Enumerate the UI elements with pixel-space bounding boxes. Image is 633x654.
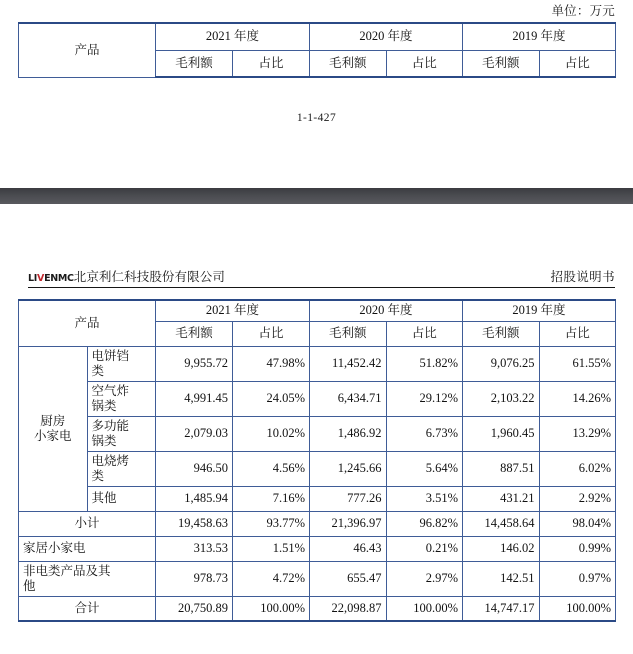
header-metric-share-2021: 占比 xyxy=(233,50,310,77)
cell-value: 3.51% xyxy=(386,486,463,511)
cell-value: 93.77% xyxy=(233,511,310,536)
category-kitchen-small-appliance xyxy=(19,346,88,511)
header-year-2020: 2020 年度 xyxy=(310,23,463,50)
cell-value: 7.16% xyxy=(233,486,310,511)
cell-value: 9,076.25 xyxy=(463,346,540,381)
table-row-header-year xyxy=(19,300,616,321)
brand-block xyxy=(28,267,225,285)
header-year-2019: 2019 年度 xyxy=(463,300,616,321)
header-metric-profit-2019: 毛利额 xyxy=(463,321,540,346)
cell-value: 51.82% xyxy=(386,346,463,381)
category-label-line2: 小家电 xyxy=(33,428,72,443)
cell-value: 20,750.89 xyxy=(156,596,233,621)
cell-value: 946.50 xyxy=(156,451,233,486)
cell-value: 0.99% xyxy=(539,536,616,561)
category-home-small-appliance: 家居小家电 xyxy=(19,536,156,561)
header-metric-profit-2019: 毛利额 xyxy=(463,50,540,77)
row-label-total: 合计 xyxy=(19,596,156,621)
table-row xyxy=(19,486,616,511)
header-metric-share-2020: 占比 xyxy=(386,50,463,77)
cell-value: 655.47 xyxy=(310,561,387,596)
cell-value: 14.26% xyxy=(539,381,616,416)
cell-value: 9,955.72 xyxy=(156,346,233,381)
cell-value: 777.26 xyxy=(310,486,387,511)
header-year-2021: 2021 年度 xyxy=(156,300,310,321)
header-metric-profit-2020: 毛利额 xyxy=(310,50,387,77)
category-label-line1: 厨房 xyxy=(40,413,66,428)
header-product: 产品 xyxy=(19,23,156,77)
cell-value: 98.04% xyxy=(539,511,616,536)
cell-value: 11,452.42 xyxy=(310,346,387,381)
subcategory-electric-grill: 电烧烤 类 xyxy=(87,451,156,486)
header-year-2021: 2021 年度 xyxy=(156,23,310,50)
subcategory-air-fryer: 空气炸 锅类 xyxy=(87,381,156,416)
cell-value: 2,079.03 xyxy=(156,416,233,451)
table-row xyxy=(19,561,616,596)
page-number: 1-1-427 xyxy=(296,112,337,124)
header-metric-share-2019: 占比 xyxy=(539,50,616,77)
cell-value: 4.72% xyxy=(233,561,310,596)
cell-value: 100.00% xyxy=(386,596,463,621)
cell-value: 46.43 xyxy=(310,536,387,561)
subcategory-electric-pan: 电饼铛 类 xyxy=(87,346,156,381)
cell-value: 1,485.94 xyxy=(156,486,233,511)
header-year-2020: 2020 年度 xyxy=(310,300,463,321)
header-metric-share-2019: 占比 xyxy=(539,321,616,346)
page-divider-whitespace xyxy=(0,204,633,266)
subcategory-other: 其他 xyxy=(87,486,156,511)
header-year-2019: 2019 年度 xyxy=(463,23,616,50)
cell-value: 4,991.45 xyxy=(156,381,233,416)
cell-value: 1,245.66 xyxy=(310,451,387,486)
cell-value: 29.12% xyxy=(386,381,463,416)
document-kind: 招股说明书 xyxy=(550,270,615,284)
cell-value: 2.97% xyxy=(386,561,463,596)
cell-value: 21,396.97 xyxy=(310,511,387,536)
table-row xyxy=(19,536,616,561)
liven-logo-icon: LIVENMC xyxy=(28,272,74,284)
header-metric-profit-2021: 毛利额 xyxy=(156,50,233,77)
cell-value: 61.55% xyxy=(539,346,616,381)
cell-value: 0.21% xyxy=(386,536,463,561)
gross-profit-table-header-only xyxy=(18,22,616,78)
subcategory-multi-pot: 多功能 锅类 xyxy=(87,416,156,451)
table-row-header-year xyxy=(19,23,616,50)
header-metric-share-2020: 占比 xyxy=(386,321,463,346)
unit-label-top: 单位：万元 xyxy=(551,4,615,18)
category-non-electric: 非电类产品及其 他 xyxy=(19,561,156,596)
document-running-header xyxy=(28,266,615,288)
page-fragment-bottom xyxy=(0,266,633,622)
header-metric-profit-2021: 毛利额 xyxy=(156,321,233,346)
cell-value: 1.51% xyxy=(233,536,310,561)
cell-value: 10.02% xyxy=(233,416,310,451)
page-divider-band xyxy=(0,188,633,204)
cell-value: 2,103.22 xyxy=(463,381,540,416)
table-row xyxy=(19,381,616,416)
header-metric-profit-2020: 毛利额 xyxy=(310,321,387,346)
cell-value: 100.00% xyxy=(539,596,616,621)
cell-value: 887.51 xyxy=(463,451,540,486)
cell-value: 100.00% xyxy=(233,596,310,621)
cell-value: 978.73 xyxy=(156,561,233,596)
cell-value: 6.02% xyxy=(539,451,616,486)
cell-value: 1,486.92 xyxy=(310,416,387,451)
cell-value: 2.92% xyxy=(539,486,616,511)
cell-value: 4.56% xyxy=(233,451,310,486)
cell-value: 22,098.87 xyxy=(310,596,387,621)
table-row xyxy=(19,346,616,381)
table-row xyxy=(19,451,616,486)
gross-profit-by-product-table xyxy=(18,299,616,622)
cell-value: 5.64% xyxy=(386,451,463,486)
cell-value: 142.51 xyxy=(463,561,540,596)
cell-value: 24.05% xyxy=(233,381,310,416)
cell-value: 96.82% xyxy=(386,511,463,536)
company-name: 北京利仁科技股份有限公司 xyxy=(73,270,225,284)
cell-value: 6.73% xyxy=(386,416,463,451)
cell-value: 19,458.63 xyxy=(156,511,233,536)
cell-value: 431.21 xyxy=(463,486,540,511)
cell-value: 14,458.64 xyxy=(463,511,540,536)
cell-value: 6,434.71 xyxy=(310,381,387,416)
header-product: 产品 xyxy=(19,300,156,346)
cell-value: 13.29% xyxy=(539,416,616,451)
table-row-subtotal xyxy=(19,511,616,536)
cell-value: 47.98% xyxy=(233,346,310,381)
cell-value: 313.53 xyxy=(156,536,233,561)
page-fragment-top xyxy=(0,0,633,188)
cell-value: 1,960.45 xyxy=(463,416,540,451)
cell-value: 0.97% xyxy=(539,561,616,596)
table-row-total xyxy=(19,596,616,621)
cell-value: 14,747.17 xyxy=(463,596,540,621)
cell-value: 146.02 xyxy=(463,536,540,561)
row-label-subtotal: 小计 xyxy=(19,511,156,536)
header-metric-share-2021: 占比 xyxy=(233,321,310,346)
table-row xyxy=(19,416,616,451)
